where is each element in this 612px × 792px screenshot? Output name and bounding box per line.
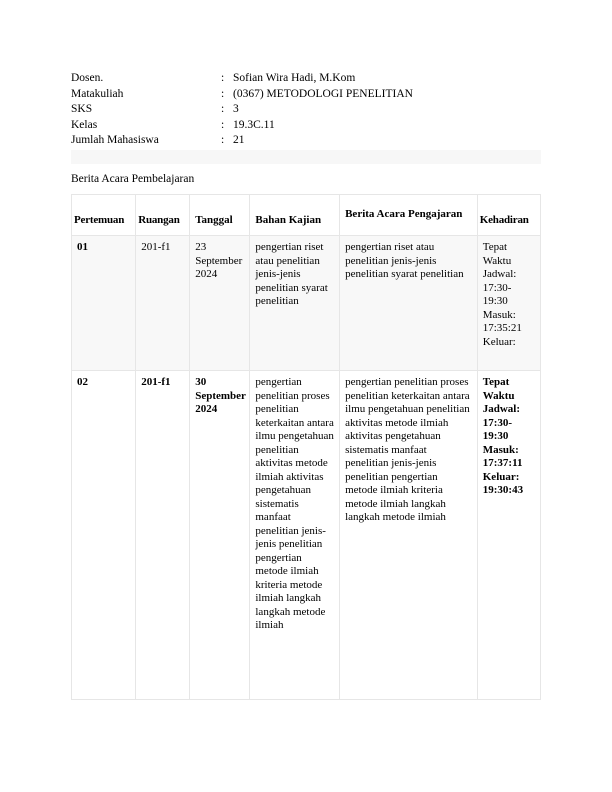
cell-pertemuan: 02 [72,371,135,699]
cell-tanggal: 30 September 2024 [190,371,249,699]
info-colon: : [221,72,225,84]
header-pertemuan: Pertemuan [72,195,135,235]
cell-bahan-kajian: pengertian riset atau penelitian jenis-jenis penelitian syarat penelitian [250,236,339,370]
info-row-matakuliah [71,87,541,103]
info-colon: : [221,118,225,131]
attendance-table [71,194,541,700]
divider-band [71,150,541,164]
table-row [72,236,540,370]
info-row-kelas [71,118,541,134]
info-colon: : [221,87,225,100]
info-row-sks [71,102,541,118]
info-colon: : [221,134,225,146]
info-row-jumlah-mahasiswa [71,133,541,149]
cell-berita-acara: pengertian penelitian proses penelitian keterkaitan antara ilmu pengetahuan penelitian aktivitas metode ilmiah aktivitas pengetahuan sistematis manfaat penelitian jenis-jenis penelitian pengertian metode ilmiah kriteria metode ilmiah langkah langkah metode ilmiah [340,371,477,699]
info-value: Sofian Wira Hadi, M.Kom [233,72,356,84]
info-value: 3 [233,103,239,115]
table-header-row [72,195,540,235]
info-value: 21 [233,134,245,146]
header-kehadiran: Kehadiran [478,195,540,235]
cell-berita-acara: pengertian riset atau penelitian jenis-jenis penelitian syarat penelitian [340,236,477,370]
header-bahan-kajian: Bahan Kajian [250,195,339,235]
info-label: SKS [71,103,93,115]
cell-kehadiran: Tepat Waktu Jadwal: 17:30-19:30 Masuk: 17:37:11 Keluar: 19:30:43 [478,371,540,699]
info-label: Dosen. [71,72,104,84]
info-row-dosen [71,71,541,87]
info-colon: : [221,103,225,115]
info-label: Matakuliah [71,87,124,100]
header-ruangan: Ruangan [136,195,189,235]
cell-ruangan: 201-f1 [136,236,189,370]
section-title: Berita Acara Pembelajaran [71,173,195,185]
cell-bahan-kajian: pengertian penelitian proses penelitian keterkaitan antara ilmu pengetahuan penelitian aktivitas metode ilmiah aktivitas pengetahuan sistematis manfaat penelitian jenis-jenis penelitian pengertian metode ilmiah kriteria metode ilmiah langkah langkah metode ilmiah [250,371,339,699]
info-label: Kelas [71,118,98,131]
header-tanggal: Tanggal [190,195,249,235]
table-row [72,371,540,699]
cell-ruangan: 201-f1 [136,371,189,699]
cell-pertemuan: 01 [72,236,135,370]
cell-kehadiran: Tepat Waktu Jadwal: 17:30-19:30 Masuk: 17:35:21 Keluar: [478,236,540,370]
course-info [71,71,541,149]
info-value: (0367) METODOLOGI PENELITIAN [233,87,413,100]
info-value: 19.3C.11 [233,118,275,131]
cell-tanggal: 23 September 2024 [190,236,249,370]
info-label: Jumlah Mahasiswa [71,134,159,146]
header-berita-acara: Berita Acara Pengajaran [340,195,477,235]
